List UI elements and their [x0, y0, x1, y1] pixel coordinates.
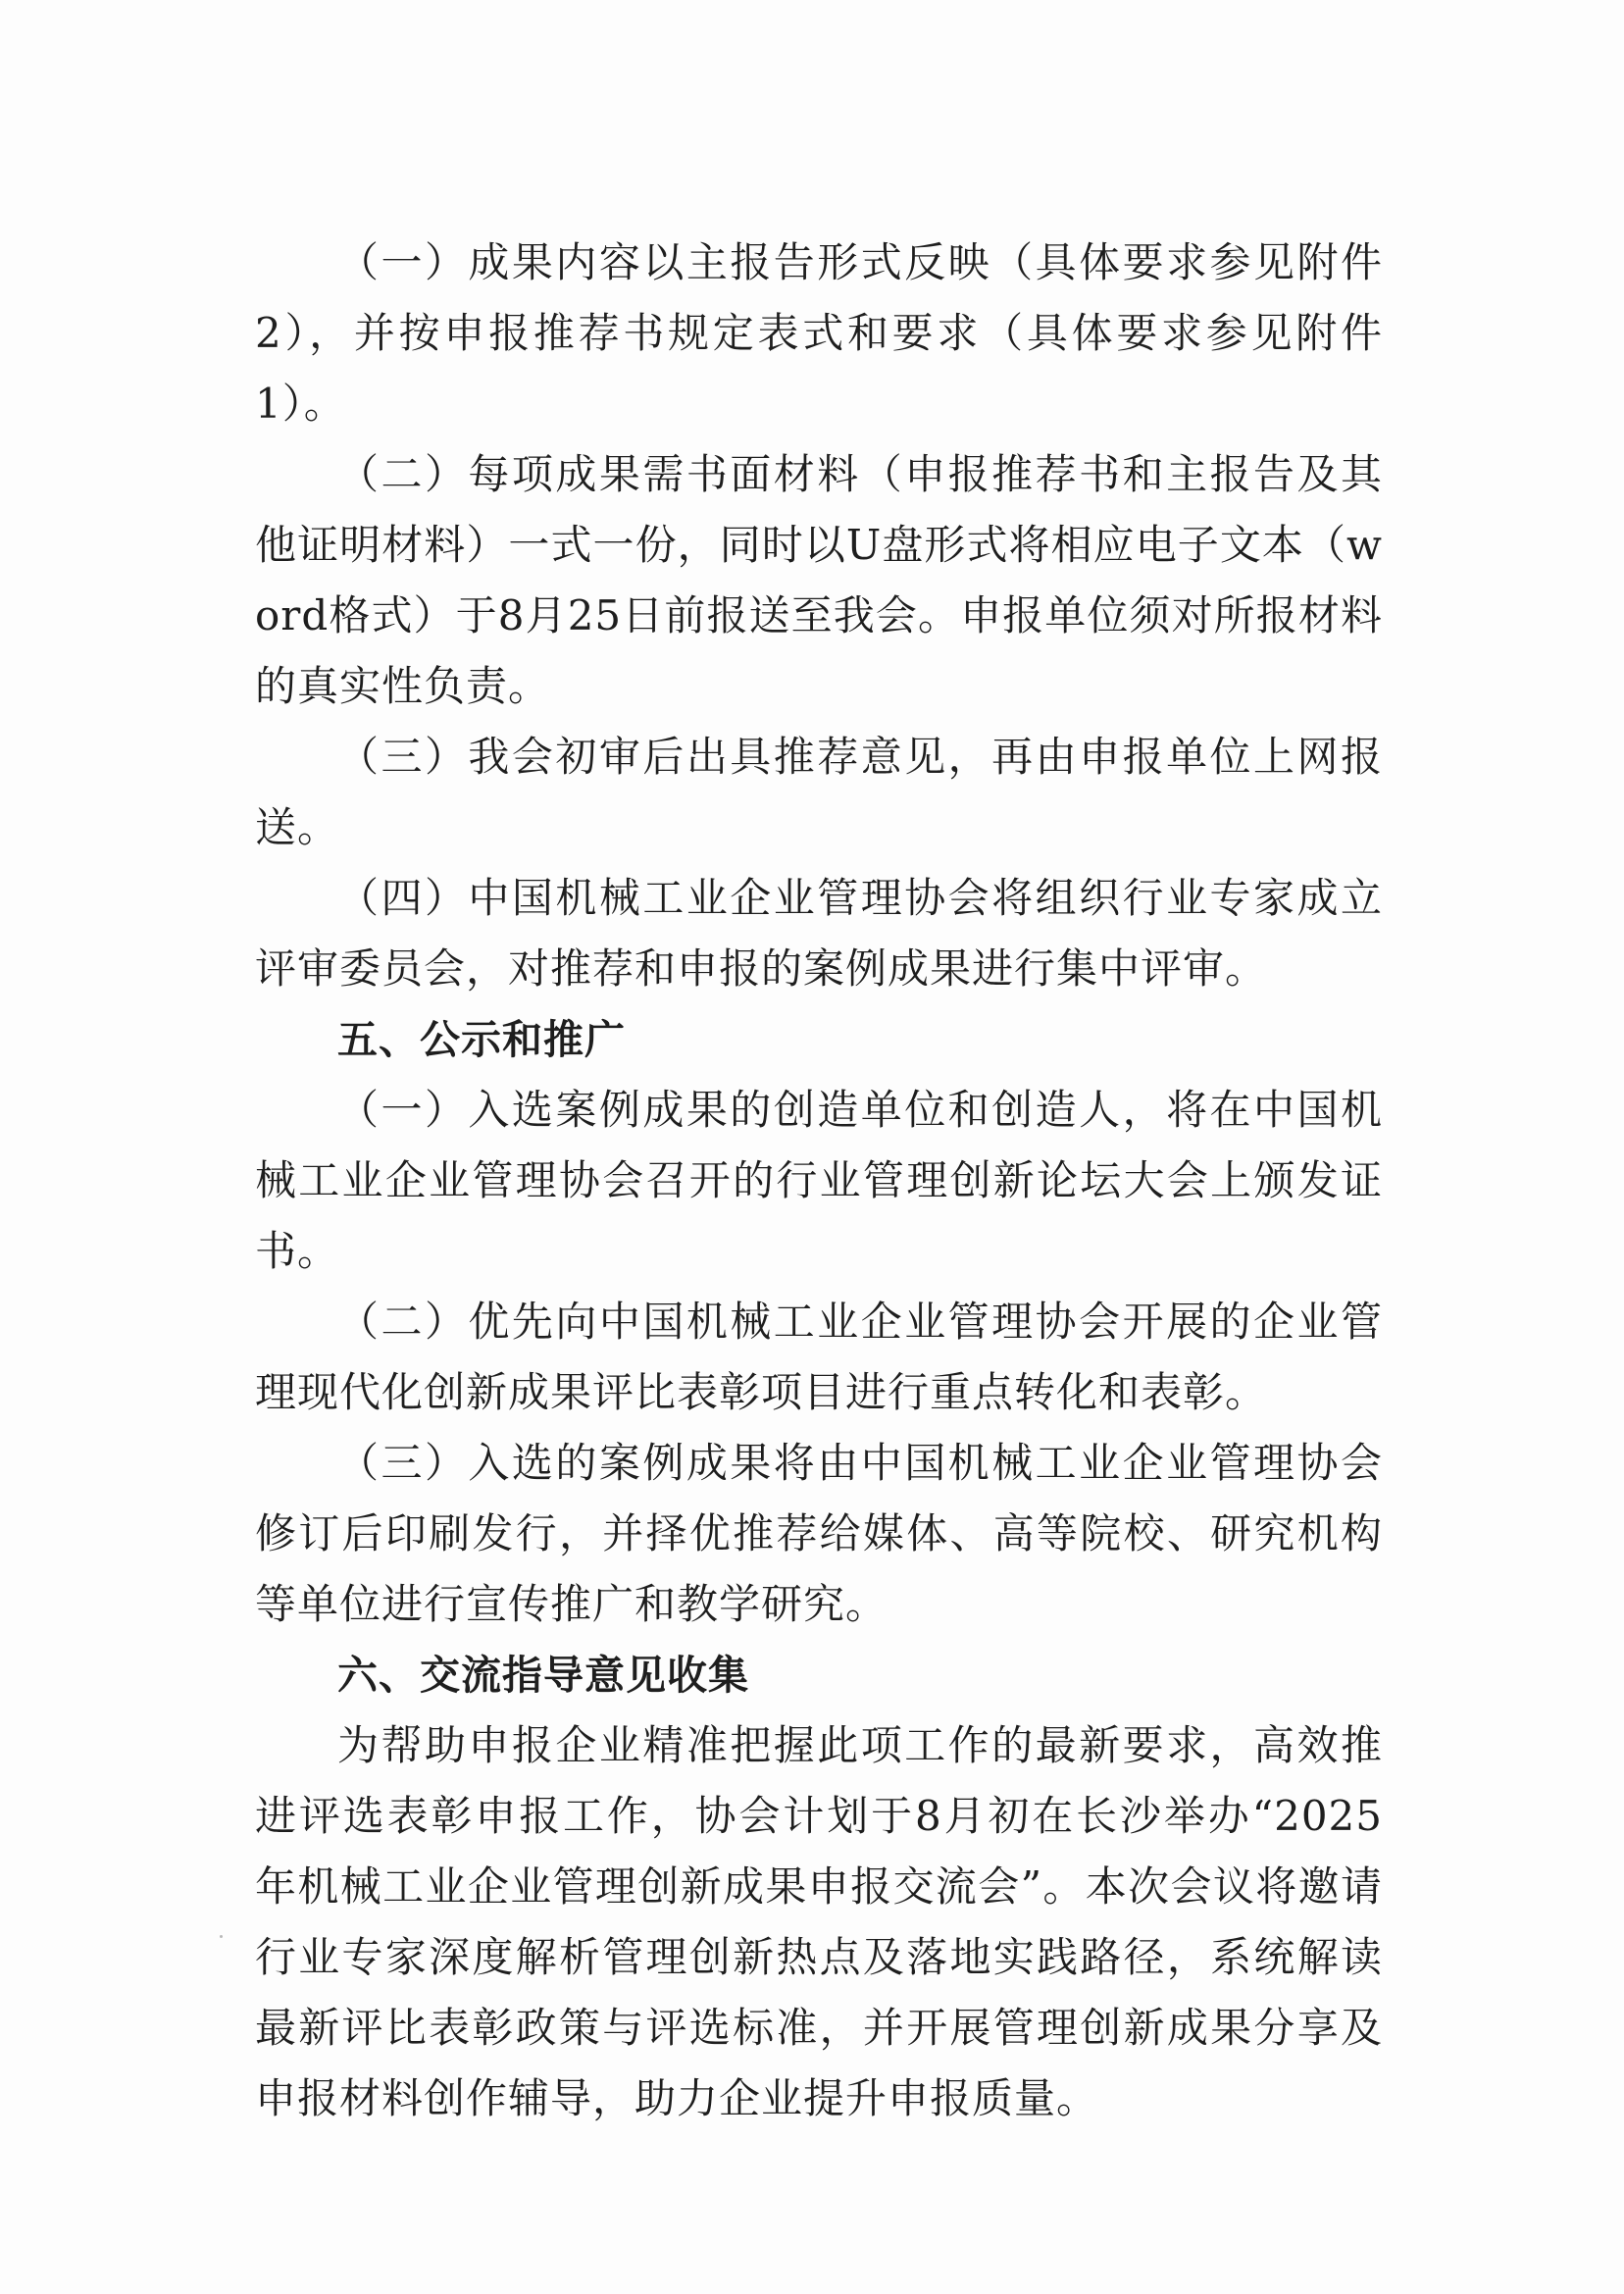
- paragraph-1-2: （二）每项成果需书面材料（申报推荐书和主报告及其他证明材料）一式一份，同时以U盘形式将相应电子文本（word格式）于8月25日前报送至我会。申报单位须对所报材料的真实性负责。: [255, 450, 1383, 710]
- section-heading-5: 五、公示和推广: [337, 1016, 626, 1063]
- paragraph-5-3: （三）入选的案例成果将由中国机械工业企业管理协会修订后印刷发行，并择优推荐给媒体、高等院校、研究机构等单位进行宣传推广和教学研究。: [255, 1439, 1383, 1628]
- paragraph-1-4: （四）中国机械工业企业管理协会将组织行业专家成立评审委员会，对推荐和申报的案例成果进行集中评审。: [255, 874, 1383, 993]
- paragraph-5-1: （一）入选案例成果的创造单位和创造人，将在中国机械工业企业管理协会召开的行业管理创新论坛大会上颁发证书。: [255, 1086, 1383, 1275]
- document-body: [255, 228, 1383, 2134]
- section-heading-6: 六、交流指导意见收集: [337, 1652, 749, 1699]
- paragraph-1-1: （一）成果内容以主报告形式反映（具体要求参见附件2），并按申报推荐书规定表式和要求（具体要求参见附件1）。: [255, 238, 1383, 428]
- paragraph-6-1: 为帮助申报企业精准把握此项工作的最新要求，高效推进评选表彰申报工作，协会计划于8月初在长沙举办“2025年机械工业企业管理创新成果申报交流会”。本次会议将邀请行业专家深度解析管理创新热点及落地实践路径，系统解读最新评比表彰政策与评选标准，并开展管理创新成果分享及申报材料创作辅导，助力企业提升申报质量。: [255, 1721, 1383, 2122]
- scan-dot: [220, 1935, 223, 1938]
- paragraph-1-3: （三）我会初审后出具推荐意见，再由申报单位上网报送。: [255, 733, 1383, 851]
- paragraph-5-2: （二）优先向中国机械工业企业管理协会开展的企业管理现代化创新成果评比表彰项目进行重点转化和表彰。: [255, 1298, 1383, 1416]
